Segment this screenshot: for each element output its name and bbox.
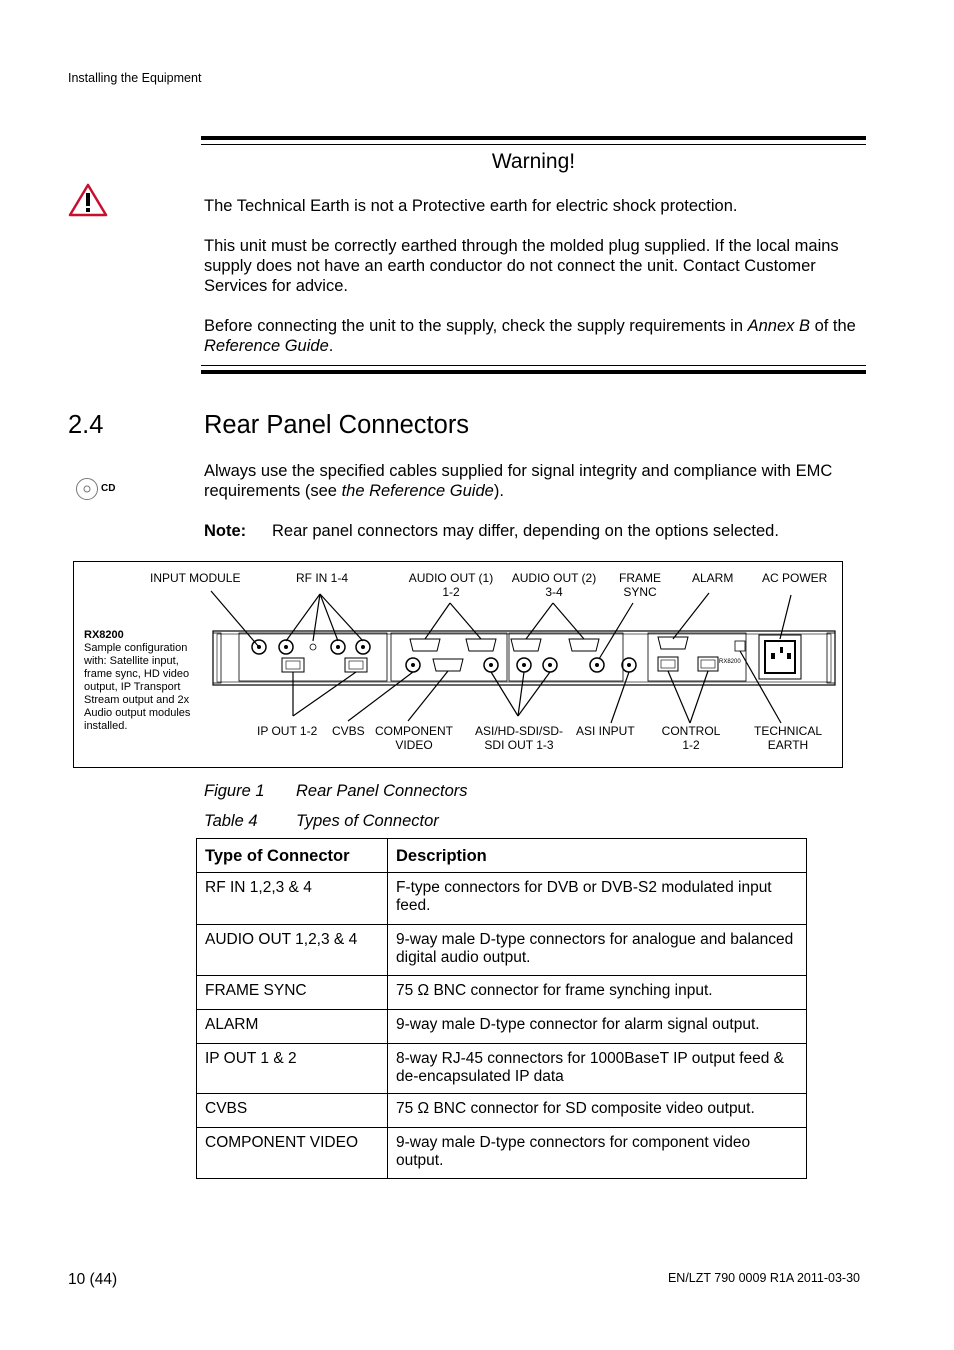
section-title: Rear Panel Connectors <box>204 411 470 439</box>
note-text: Rear panel connectors may differ, depending on the options selected. <box>272 522 779 540</box>
label-technical-earth: TECHNICAL EARTH <box>753 724 822 752</box>
cell-type: ALARM <box>197 1010 388 1044</box>
connector-types-table <box>196 838 807 1179</box>
warning-bottom-rule <box>201 370 866 374</box>
note-label: Note: <box>204 522 247 540</box>
cell-type: FRAME SYNC <box>197 976 388 1010</box>
reference-guide-ref: Reference Guide <box>204 337 329 355</box>
label-rf-in: RF IN 1-4 <box>296 571 349 585</box>
audio-out-3-connector <box>511 639 541 651</box>
warning-para-1: The Technical Earth is not a Protective earth for electric shock protection. <box>204 197 738 215</box>
warning-icon <box>68 183 108 217</box>
warning-top-rule-thin <box>201 144 866 145</box>
section-intro: Always use the specified cables supplied for signal integrity and compliance with EMC requirements (see the Reference Guide). <box>204 462 833 500</box>
page-number: 10 (44) <box>68 1271 118 1288</box>
panel-model-label: RX8200 <box>719 659 741 665</box>
table-row <box>197 976 807 1010</box>
figure-caption-label: Figure 1 <box>204 782 265 800</box>
cell-type: COMPONENT VIDEO <box>197 1128 388 1179</box>
annex-b-ref: Annex B <box>747 317 810 335</box>
cd-icon <box>75 477 99 501</box>
document-id: EN/LZT 790 0009 R1A 2011-03-30 <box>667 1271 860 1285</box>
table-row <box>197 873 807 925</box>
figure-caption-title: Rear Panel Connectors <box>296 782 468 800</box>
table-row <box>197 1094 807 1128</box>
warning-para-2: This unit must be correctly earthed through the molded plug supplied. If the local mains supply does not have an earth conductor do not connect the unit. Contact Customer Services for advice. <box>204 237 839 295</box>
cell-description: 8-way RJ-45 connectors for 1000BaseT IP output feed & de-encapsulated IP data <box>388 1044 807 1094</box>
warning-title: Warning! <box>491 150 576 173</box>
cell-type: AUDIO OUT 1,2,3 & 4 <box>197 925 388 976</box>
cd-label: CD <box>101 483 116 494</box>
table-row <box>197 1128 807 1179</box>
running-header: Installing the Equipment <box>68 71 202 85</box>
header-description: Description <box>388 839 807 873</box>
table-row <box>197 1044 807 1094</box>
reference-guide-ref-2: the Reference Guide <box>341 482 494 500</box>
ip-out-1-connector <box>282 658 304 672</box>
warning-para-3: Before connecting the unit to the supply, check the supply requirements in Annex B of the Reference Guide. <box>204 317 856 355</box>
warning-bottom-rule-thin <box>201 365 866 366</box>
label-cvbs: CVBS <box>332 724 365 738</box>
label-asi-out: ASI/HD-SDI/SD- SDI OUT 1-3 <box>474 724 563 752</box>
leader-lines-bottom <box>293 651 781 723</box>
label-input-module: INPUT MODULE <box>150 571 241 585</box>
diagram-side-note <box>84 629 202 733</box>
audio-out-4-connector <box>569 639 599 651</box>
label-frame-sync: FRAME SYNC <box>619 571 661 599</box>
side-note-model: RX8200 <box>84 629 124 641</box>
table-caption-label: Table 4 <box>204 812 258 830</box>
cell-type: CVBS <box>197 1094 388 1128</box>
table-header-row <box>197 839 807 873</box>
header-type: Type of Connector <box>197 839 388 873</box>
cell-description: 9-way male D-type connector for alarm signal output. <box>388 1010 807 1044</box>
technical-earth-terminal <box>735 641 745 651</box>
warning-top-rule <box>201 136 866 140</box>
label-audio-out-1: AUDIO OUT (1) 1-2 <box>408 571 494 599</box>
cell-description: F-type connectors for DVB or DVB-S2 modulated input feed. <box>388 873 807 925</box>
component-video-connector <box>433 659 463 671</box>
section-number: 2.4 <box>68 411 104 439</box>
ip-out-2-connector <box>345 658 367 672</box>
label-alarm: ALARM <box>692 571 734 585</box>
label-ac-power: AC POWER <box>762 571 828 585</box>
label-asi-input: ASI INPUT <box>576 724 635 738</box>
cell-type: IP OUT 1 & 2 <box>197 1044 388 1094</box>
label-control: CONTROL 1-2 <box>661 724 721 752</box>
side-note-text: Sample configuration with: Satellite input, frame sync, HD video output, IP Transport Stream output and 2x Audio output modules installed. <box>84 642 191 732</box>
table-row <box>197 1010 807 1044</box>
audio-out-1-connector <box>410 639 440 651</box>
audio-out-2-connector <box>466 639 496 651</box>
table-caption-title: Types of Connector <box>296 812 439 830</box>
cell-type: RF IN 1,2,3 & 4 <box>197 873 388 925</box>
label-ip-out: IP OUT 1-2 <box>257 724 318 738</box>
table-row <box>197 925 807 976</box>
label-component-video: COMPONENT VIDEO <box>375 724 453 752</box>
cell-description: 75 Ω BNC connector for SD composite video output. <box>388 1094 807 1128</box>
cell-description: 9-way male D-type connectors for analogue and balanced digital audio output. <box>388 925 807 976</box>
leader-lines-top <box>211 591 791 659</box>
label-audio-out-2: AUDIO OUT (2) 3-4 <box>511 571 597 599</box>
cell-description: 75 Ω BNC connector for frame synching input. <box>388 976 807 1010</box>
cell-description: 9-way male D-type connectors for component video output. <box>388 1128 807 1179</box>
